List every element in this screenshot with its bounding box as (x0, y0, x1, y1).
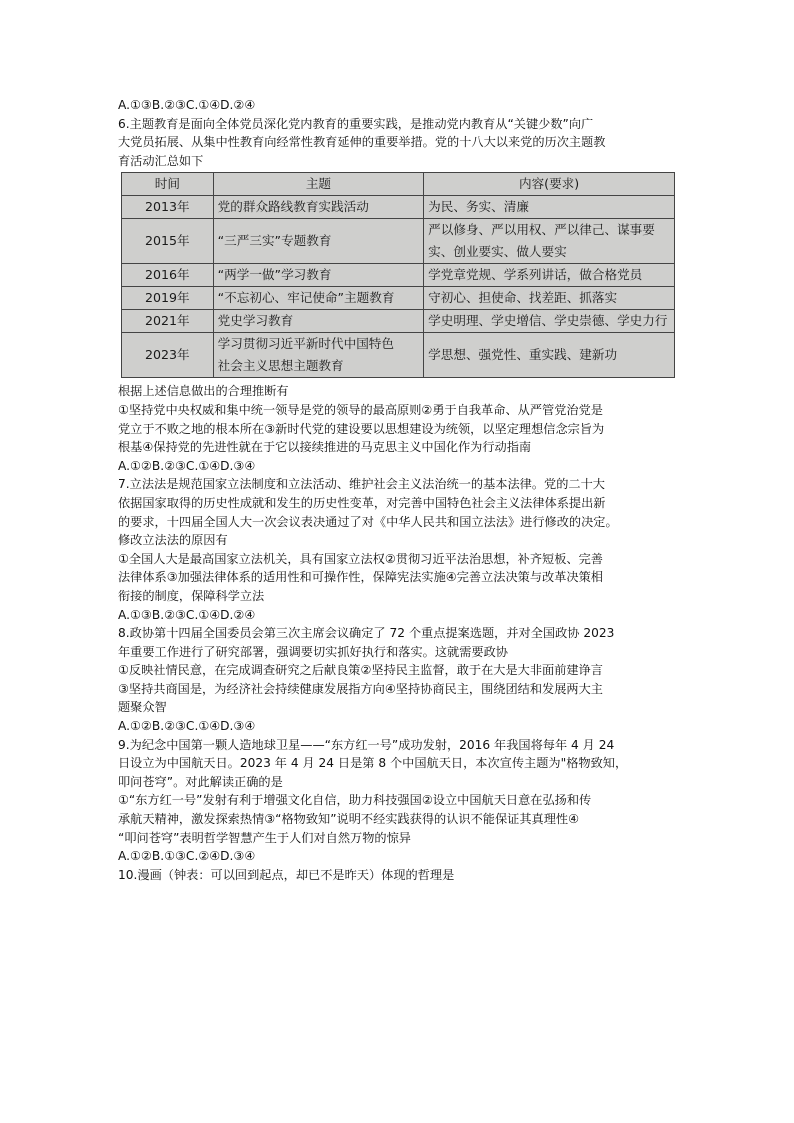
cell-theme (213, 196, 424, 219)
text-line: A.①③B.②③C.①④D.②④ (118, 607, 256, 622)
text-line: 党立于不败之地的根本所在③新时代党的建设要以思想建设为统领，以坚定理想信念宗旨为 (118, 421, 605, 436)
text-line: 的要求，十四届全国人大一次会议表决通过了对《中华人民共和国立法法》进行修改的决定。 (118, 514, 618, 529)
text-line: ③坚持共商国是，为经济社会持续健康发展指方向④坚持协商民主，围绕团结和发展两大主 (118, 681, 603, 696)
cell-theme-line: 学习贯彻习近平新时代中国特色 (217, 336, 394, 352)
cell-requirement (424, 219, 675, 264)
text-line: 6.主题教育是面向全体党员深化党内教育的重要实践，是推动党内教育从“关键少数”向广 (118, 116, 594, 131)
cell-requirement-line: 为民、务实、清廉 (428, 199, 529, 215)
cell-requirement (424, 287, 675, 310)
text-line: 根据上述信息做出的合理推断有 (118, 384, 289, 399)
table-row (122, 196, 675, 219)
cell-requirement-line: 守初心、担使命、找差距、抓落实 (428, 290, 618, 306)
cell-theme (213, 219, 424, 264)
text-line: A.①②B.②③C.①④D.③④ (118, 458, 256, 473)
text-line: 法律体系③加强法律体系的适用性和可操作性，保障宪法实施④完善立法决策与改革决策相 (118, 570, 603, 585)
cell-theme-line: “两学一做”学习教育 (217, 267, 332, 283)
table-row (122, 310, 675, 333)
text-line: 修改立法法的原因有 (118, 533, 228, 548)
text-line: 日设立为中国航天日。2023 年 4 月 24 日是第 8 个中国航天日，本次宣传主题为"格物致知， (118, 756, 628, 771)
cell-theme-line: 党的群众路线教育实践活动 (217, 199, 369, 215)
cell-year: 2016年 (122, 264, 214, 287)
text-line: 根基④保持党的先进性就在于它以接续推进的马克思主义中国化作为行动指南 (118, 440, 532, 455)
text-line: 育活动汇总如下 (118, 153, 204, 168)
cell-requirement (424, 264, 675, 287)
table-header-row (122, 173, 675, 196)
text-line: 承航天精神，激发探索热情③“格物致知”说明不经实践获得的认识不能保证其真理性④ (118, 812, 580, 827)
text-line: 7.立法法是规范国家立法制度和立法活动、维护社会主义法治统一的基本法律。党的二十大 (118, 477, 605, 492)
header-time: 时间 (122, 173, 214, 196)
table-row (122, 264, 675, 287)
table-row (122, 287, 675, 310)
table-row (122, 333, 675, 378)
cell-theme (213, 333, 424, 378)
cell-theme-line: 社会主义思想主题教育 (217, 358, 344, 374)
text-line: 叩问苍穹”。对此解读正确的是 (118, 774, 283, 789)
cell-requirement (424, 333, 675, 378)
cell-year: 2015年 (122, 219, 214, 264)
cell-requirement (424, 310, 675, 333)
text-line: 题聚众智 (118, 700, 167, 715)
questions-continued-block (118, 382, 678, 884)
topic-education-table (121, 172, 675, 378)
text-line: ①坚持党中央权威和集中统一领导是党的领导的最高原则②勇于自我革命、从严管党治党是 (118, 402, 603, 417)
text-line: ①反映社情民意，在完成调查研究之后献良策②坚持民主监督，敢于在大是大非面前建诤言 (118, 663, 603, 678)
cell-year: 2013年 (122, 196, 214, 219)
text-line: A.①②B.①③C.②④D.③④ (118, 849, 256, 864)
header-theme: 主题 (213, 173, 424, 196)
cell-requirement-line: 实、创业要实、做人要实 (428, 244, 567, 260)
text-line: ①“东方红一号”发射有利于增强文化自信，助力科技强国②设立中国航天日意在弘扬和传 (118, 793, 592, 808)
header-requirement: 内容(要求) (424, 173, 675, 196)
text-line: 衔接的制度，保障科学立法 (118, 588, 265, 603)
text-line: 依据国家取得的历史性成就和发生的历史性变革，对完善中国特色社会主义法律体系提出新 (118, 495, 606, 510)
cell-requirement-line: 学党章党规、学系列讲话，做合格党员 (428, 267, 643, 283)
cell-year: 2023年 (122, 333, 214, 378)
table-row (122, 219, 675, 264)
document-body (118, 96, 678, 884)
cell-theme (213, 287, 424, 310)
cell-requirement (424, 196, 675, 219)
cell-theme-line: “不忘初心、牢记使命”主题教育 (217, 290, 395, 306)
cell-theme (213, 264, 424, 287)
text-line: “叩问苍穹”表明哲学智慧产生于人们对自然万物的惊异 (118, 830, 411, 845)
text-line: 8.政协第十四届全国委员会第三次主席会议确定了 72 个重点提案选题，并对全国政协 2023 (118, 626, 615, 641)
text-line: ①全国人大是最高国家立法机关，具有国家立法权②贯彻习近平法治思想，补齐短板、完善 (118, 551, 603, 566)
cell-theme (213, 310, 424, 333)
cell-requirement-line: 学思想、强党性、重实践、建新功 (428, 347, 618, 363)
question-6-block (118, 96, 678, 170)
text-line: 9.为纪念中国第一颗人造地球卫星——“东方红一号”成功发射，2016 年我国将每年 4 月 24 (118, 737, 615, 752)
text-line: 年重要工作进行了研究部署，强调要切实抓好执行和落实。这就需要政协 (118, 644, 508, 659)
cell-requirement-line: 学史明理、学史增信、学史崇德、学史力行 (428, 313, 668, 329)
cell-theme-line: “三严三实”专题教育 (217, 233, 332, 249)
cell-year: 2019年 (122, 287, 214, 310)
text-line: 10.漫画（钟表：可以回到起点，却已不是昨天）体现的哲理是 (118, 867, 455, 882)
text-line: A.①②B.②③C.①④D.③④ (118, 719, 256, 734)
cell-year: 2021年 (122, 310, 214, 333)
cell-requirement-line: 严以修身、严以用权、严以律己、谋事要 (428, 222, 655, 238)
cell-theme-line: 党史学习教育 (217, 313, 294, 329)
text-line: A.①③B.②③C.①④D.②④ (118, 98, 256, 112)
text-line: 大党员拓展、从集中性教育向经常性教育延伸的重要举措。党的十八大以来党的历次主题教 (118, 135, 606, 150)
